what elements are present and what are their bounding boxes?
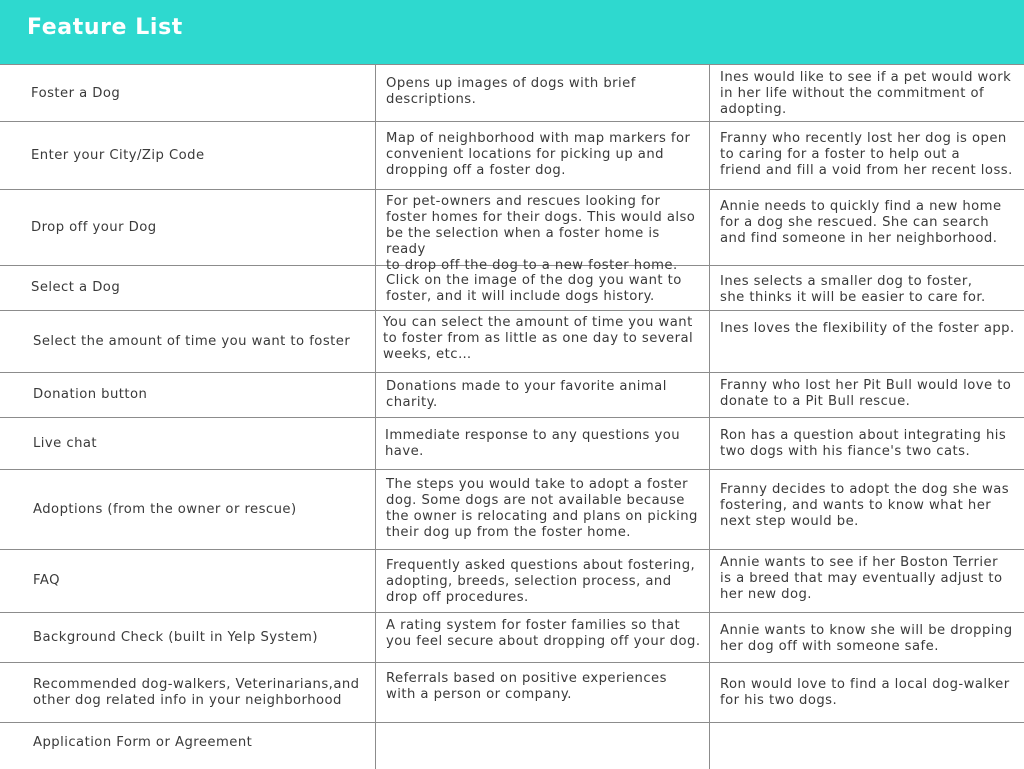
scenario-cell [710, 418, 1024, 469]
description-text: Frequently asked questions about fostering, adopting, breeds, selection process, and drop off procedures. [386, 558, 696, 605]
page-title: Feature List [27, 15, 183, 40]
description-cell [376, 65, 710, 121]
scenario-cell [710, 266, 1024, 310]
table-row [0, 122, 1024, 190]
feature-cell: Enter your City/Zip Code [0, 122, 376, 189]
description-text: Click on the image of the dog you want to foster, and it will include dogs history. [386, 273, 682, 304]
scenario-cell [710, 373, 1024, 417]
feature-cell: Select a Dog [0, 266, 376, 310]
description-text: You can select the amount of time you want to foster from as little as one day to several weeks, etc… [383, 315, 694, 362]
feature-cell: Adoptions (from the owner or rescue) [0, 470, 376, 549]
feature-cell: Application Form or Agreement [0, 723, 376, 769]
scenario-cell [710, 613, 1024, 662]
description-text: Referrals based on positive experiences with a person or company. [386, 671, 667, 702]
table-row [0, 65, 1024, 122]
scenario-text: Annie needs to quickly find a new home for a dog she rescued. She can search and find someone in her neighborhood. [720, 199, 1002, 246]
description-cell [376, 373, 710, 417]
scenario-cell [710, 65, 1024, 121]
table-row [0, 311, 1024, 373]
description-text: The steps you would take to adopt a foster dog. Some dogs are not available because the owner is relocating and plans on picking their dog up from the foster home. [386, 477, 698, 540]
scenario-cell [710, 723, 1024, 769]
scenario-text: Ines selects a smaller dog to foster, she thinks it will be easier to care for. [720, 274, 986, 305]
table-row [0, 663, 1024, 723]
table-row [0, 550, 1024, 613]
scenario-text: Ines loves the flexibility of the foster app. [720, 321, 1015, 336]
scenario-cell [710, 122, 1024, 189]
feature-cell: Select the amount of time you want to foster [0, 311, 376, 372]
description-cell [376, 613, 710, 662]
feature-cell: Background Check (built in Yelp System) [0, 613, 376, 662]
feature-cell: Recommended dog-walkers, Veterinarians,and other dog related info in your neighborhood [0, 663, 376, 722]
description-text: Immediate response to any questions you have. [385, 428, 681, 459]
scenario-text: Franny decides to adopt the dog she was fostering, and wants to know what her next step would be. [720, 482, 1010, 529]
description-cell [376, 663, 710, 722]
table-row [0, 723, 1024, 769]
feature-cell: Live chat [0, 418, 376, 469]
feature-cell: Foster a Dog [0, 65, 376, 121]
description-cell [376, 266, 710, 310]
description-text: Map of neighborhood with map markers for convenient locations for picking up and dropping off a foster dog. [386, 131, 691, 178]
description-text: For pet-owners and rescues looking for foster homes for their dogs. This would also be the selection when a foster home is ready to drop off the dog to a new foster home. [386, 194, 696, 273]
table-row [0, 470, 1024, 550]
description-cell [376, 470, 710, 549]
description-cell [376, 122, 710, 189]
description-cell [376, 190, 710, 273]
description-cell [376, 550, 710, 612]
scenario-text: Franny who recently lost her dog is open to caring for a foster to help out a friend and fill a void from her recent loss. [720, 131, 1013, 178]
table-row [0, 190, 1024, 273]
description-text: A rating system for foster families so that you feel secure about dropping off your dog. [386, 618, 701, 649]
scenario-text: Franny who lost her Pit Bull would love to donate to a Pit Bull rescue. [720, 378, 1012, 409]
description-cell [376, 311, 710, 372]
description-cell [376, 418, 710, 469]
scenario-text: Annie wants to know she will be dropping her dog off with someone safe. [720, 623, 1013, 654]
scenario-cell [710, 663, 1024, 722]
feature-table [0, 64, 1024, 768]
table-row [0, 613, 1024, 663]
feature-cell: Donation button [0, 373, 376, 417]
description-cell [376, 723, 710, 769]
scenario-cell [710, 190, 1024, 265]
header-bar [0, 0, 1024, 64]
table-row [0, 373, 1024, 418]
scenario-cell [710, 470, 1024, 549]
table-row [0, 266, 1024, 311]
scenario-cell [710, 311, 1024, 372]
scenario-text: Ron has a question about integrating his two dogs with his fiance's two cats. [720, 428, 1007, 459]
scenario-text: Annie wants to see if her Boston Terrier is a breed that may eventually adjust to her new dog. [720, 555, 1003, 602]
scenario-text: Ines would like to see if a pet would work in her life without the commitment of adopting. [720, 70, 1012, 117]
feature-cell: Drop off your Dog [0, 190, 376, 265]
scenario-text: Ron would love to find a local dog-walker for his two dogs. [720, 677, 1010, 708]
description-text: Opens up images of dogs with brief descriptions. [386, 76, 636, 107]
scenario-cell [710, 550, 1024, 612]
description-text: Donations made to your favorite animal charity. [386, 379, 667, 410]
feature-cell: FAQ [0, 550, 376, 612]
table-row [0, 418, 1024, 470]
